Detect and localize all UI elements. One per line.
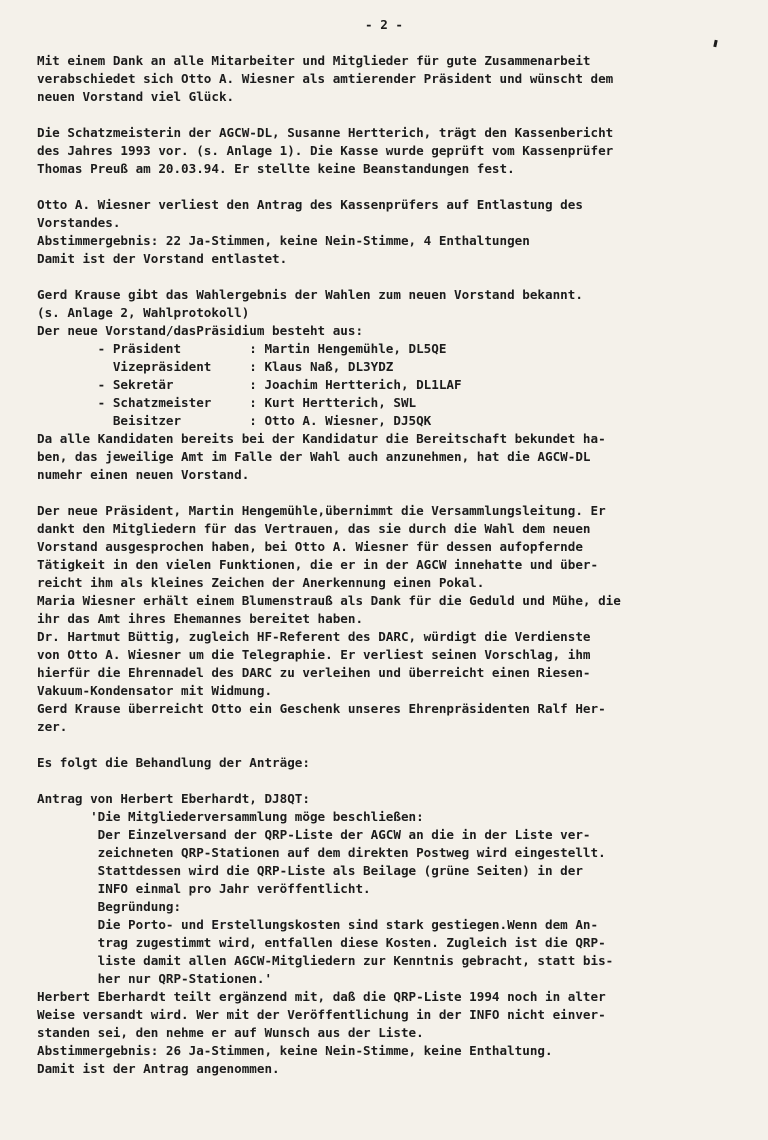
- text-line: - Schatzmeister : Kurt Hertterich, SWL: [37, 395, 417, 410]
- text-line: von Otto A. Wiesner um die Telegraphie. Er verliest seinen Vorschlag, ihm: [37, 647, 591, 662]
- paragraph: [37, 196, 757, 268]
- text-line: Damit ist der Antrag angenommen.: [37, 1061, 280, 1076]
- paragraph: [37, 502, 757, 736]
- text-line: des Jahres 1993 vor. (s. Anlage 1). Die Kasse wurde geprüft vom Kassenprüfer: [37, 143, 614, 158]
- text-line: Thomas Preuß am 20.03.94. Er stellte keine Beanstandungen fest.: [37, 161, 515, 176]
- text-line: dankt den Mitgliedern für das Vertrauen, das sie durch die Wahl dem neuen: [37, 521, 591, 536]
- paragraph: [37, 286, 757, 484]
- text-line: Vorstand ausgesprochen haben, bei Otto A. Wiesner für dessen aufopfernde: [37, 539, 583, 554]
- text-line: - Präsident : Martin Hengemühle, DL5QE: [37, 341, 447, 356]
- text-line: reicht ihm als kleines Zeichen der Anerkennung einen Pokal.: [37, 575, 485, 590]
- text-line: Es folgt die Behandlung der Anträge:: [37, 755, 310, 770]
- text-line: Gerd Krause überreicht Otto ein Geschenk unseres Ehrenpräsidenten Ralf Her-: [37, 701, 606, 716]
- text-line: zer.: [37, 719, 68, 734]
- text-line: standen sei, den nehme er auf Wunsch aus der Liste.: [37, 1025, 424, 1040]
- text-line: 'Die Mitgliederversammlung möge beschließen:: [37, 809, 424, 824]
- paragraph-gap: [37, 268, 757, 286]
- paragraph-gap: [37, 772, 757, 790]
- text-line: Beisitzer : Otto A. Wiesner, DJ5QK: [37, 413, 432, 428]
- paragraph-gap: [37, 178, 757, 196]
- text-line: ben, das jeweilige Amt im Falle der Wahl auch anzunehmen, hat die AGCW-DL: [37, 449, 591, 464]
- paragraph-gap: [37, 106, 757, 124]
- text-line: Der Einzelversand der QRP-Liste der AGCW an die in der Liste ver-: [37, 827, 591, 842]
- paragraph: [37, 754, 757, 772]
- text-line: Gerd Krause gibt das Wahlergebnis der Wahlen zum neuen Vorstand bekannt.: [37, 287, 583, 302]
- text-line: (s. Anlage 2, Wahlprotokoll): [37, 305, 250, 320]
- text-line: Der neue Präsident, Martin Hengemühle,übernimmt die Versammlungsleitung. Er: [37, 503, 606, 518]
- text-line: Mit einem Dank an alle Mitarbeiter und Mitglieder für gute Zusammenarbeit: [37, 53, 591, 68]
- text-line: Da alle Kandidaten bereits bei der Kandidatur die Bereitschaft bekundet ha-: [37, 431, 606, 446]
- text-line: Dr. Hartmut Büttig, zugleich HF-Referent des DARC, würdigt die Verdienste: [37, 629, 591, 644]
- text-line: Herbert Eberhardt teilt ergänzend mit, daß die QRP-Liste 1994 noch in alter: [37, 989, 606, 1004]
- text-line: Vakuum-Kondensator mit Widmung.: [37, 683, 273, 698]
- text-line: Vizepräsident : Klaus Naß, DL3YDZ: [37, 359, 394, 374]
- text-line: Maria Wiesner erhält einem Blumenstrauß als Dank für die Geduld und Mühe, die: [37, 593, 621, 608]
- ink-mark: [713, 40, 717, 47]
- text-line: verabschiedet sich Otto A. Wiesner als amtierender Präsident und wünscht dem: [37, 71, 614, 86]
- text-line: Stattdessen wird die QRP-Liste als Beilage (grüne Seiten) in der: [37, 863, 583, 878]
- text-line: Antrag von Herbert Eberhardt, DJ8QT:: [37, 791, 310, 806]
- paragraph-gap: [37, 736, 757, 754]
- text-line: Weise versandt wird. Wer mit der Veröffentlichung in der INFO nicht einver-: [37, 1007, 606, 1022]
- text-line: neuen Vorstand viel Glück.: [37, 89, 235, 104]
- paragraph: [37, 52, 757, 106]
- text-line: Begründung:: [37, 899, 182, 914]
- paragraph: [37, 790, 757, 1078]
- text-line: numehr einen neuen Vorstand.: [37, 467, 250, 482]
- text-line: ihr das Amt ihres Ehemannes bereitet haben.: [37, 611, 364, 626]
- text-line: Der neue Vorstand/dasPräsidium besteht aus:: [37, 323, 364, 338]
- text-line: Die Schatzmeisterin der AGCW-DL, Susanne Hertterich, trägt den Kassenbericht: [37, 125, 614, 140]
- text-line: trag zugestimmt wird, entfallen diese Kosten. Zugleich ist die QRP-: [37, 935, 606, 950]
- text-line: Otto A. Wiesner verliest den Antrag des Kassenprüfers auf Entlastung des: [37, 197, 583, 212]
- page-number: - 2 -: [365, 17, 403, 32]
- text-line: zeichneten QRP-Stationen auf dem direkten Postweg wird eingestellt.: [37, 845, 606, 860]
- text-line: Abstimmergebnis: 22 Ja-Stimmen, keine Nein-Stimme, 4 Enthaltungen: [37, 233, 530, 248]
- document-body: [37, 52, 757, 1078]
- text-line: Tätigkeit in den vielen Funktionen, die er in der AGCW innehatte und über-: [37, 557, 599, 572]
- paragraph-gap: [37, 484, 757, 502]
- text-line: her nur QRP-Stationen.': [37, 971, 273, 986]
- text-line: Damit ist der Vorstand entlastet.: [37, 251, 288, 266]
- text-line: Vorstandes.: [37, 215, 121, 230]
- text-line: Die Porto- und Erstellungskosten sind stark gestiegen.Wenn dem An-: [37, 917, 599, 932]
- text-line: Abstimmergebnis: 26 Ja-Stimmen, keine Nein-Stimme, keine Enthaltung.: [37, 1043, 553, 1058]
- text-line: liste damit allen AGCW-Mitgliedern zur Kenntnis gebracht, statt bis-: [37, 953, 614, 968]
- paragraph: [37, 124, 757, 178]
- text-line: - Sekretär : Joachim Hertterich, DL1LAF: [37, 377, 462, 392]
- text-line: INFO einmal pro Jahr veröffentlicht.: [37, 881, 371, 896]
- text-line: hierfür die Ehrennadel des DARC zu verleihen und überreicht einen Riesen-: [37, 665, 591, 680]
